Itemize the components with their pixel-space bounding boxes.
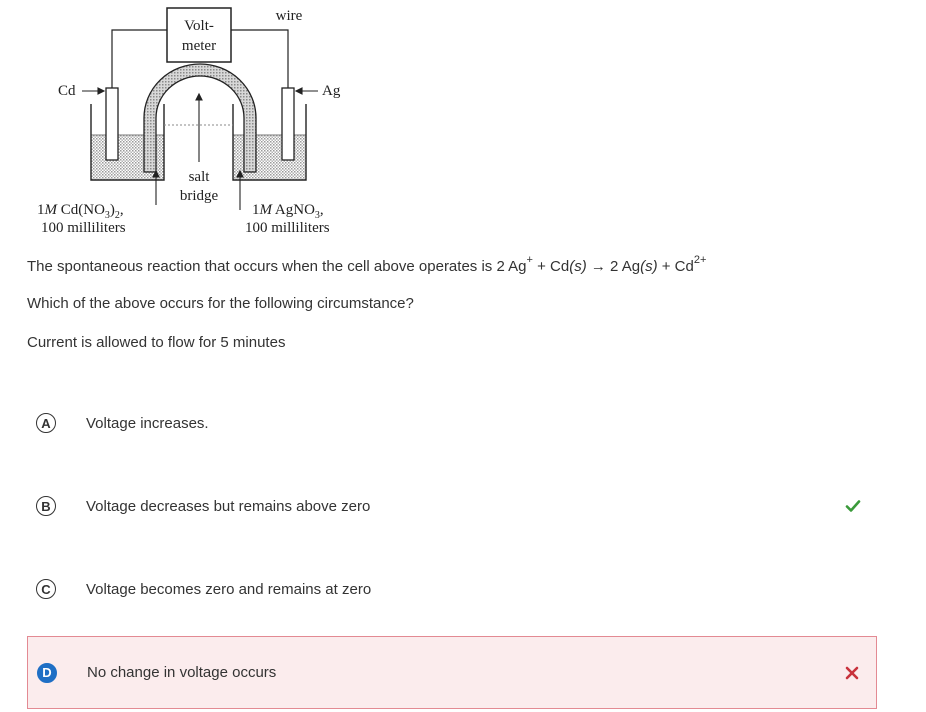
- salt-bridge-label-line1: salt: [188, 169, 210, 185]
- electrochemical-cell-diagram: [0, 0, 926, 245]
- right-solution-volume: 100 milliliters: [245, 220, 330, 236]
- ag-electrode: [282, 88, 294, 160]
- choice-c[interactable]: [27, 554, 877, 624]
- choice-letter-b: B: [36, 496, 56, 516]
- choice-text-a: Voltage increases.: [86, 414, 209, 432]
- choice-b[interactable]: [27, 471, 877, 541]
- choice-letter-c: C: [36, 579, 56, 599]
- question-circumstance: Current is allowed to flow for 5 minutes: [27, 334, 286, 351]
- reaction-statement: The spontaneous reaction that occurs when the cell above operates is 2 Ag+ + Cd(s) → 2 $Ag(s) + Cd^{2+}$: [27, 254, 707, 275]
- question-prompt: Which of the above occurs for the following circumstance?: [27, 295, 414, 312]
- choice-text-d: No change in voltage occurs: [87, 664, 277, 681]
- wire-label: wire: [275, 8, 303, 24]
- salt-bridge-label-line2: bridge: [179, 188, 219, 204]
- choice-text-c: Voltage becomes zero and remains at zero: [86, 580, 372, 598]
- choice-d[interactable]: [27, 636, 877, 709]
- left-solution-volume: 100 milliliters: [41, 220, 126, 236]
- choice-letter-a: A: [36, 413, 56, 433]
- correct-check-icon: [845, 498, 861, 514]
- choice-text-b: Voltage decreases but remains above zero: [86, 497, 371, 515]
- voltmeter-label-line2: meter: [181, 38, 217, 54]
- voltmeter-label-line1: Volt-: [184, 18, 214, 34]
- cd-electrode: [106, 88, 118, 160]
- wrong-x-icon: [844, 665, 860, 681]
- ag-label: Ag: [322, 83, 341, 99]
- left-solution-label: 1M $Cd(NO_3)_2$,: [37, 202, 124, 221]
- choice-letter-d: D: [37, 663, 57, 683]
- choice-a[interactable]: [27, 388, 877, 458]
- cd-label: Cd: [58, 83, 76, 99]
- right-solution-label: 1M AgNO$_3$,: [252, 202, 324, 221]
